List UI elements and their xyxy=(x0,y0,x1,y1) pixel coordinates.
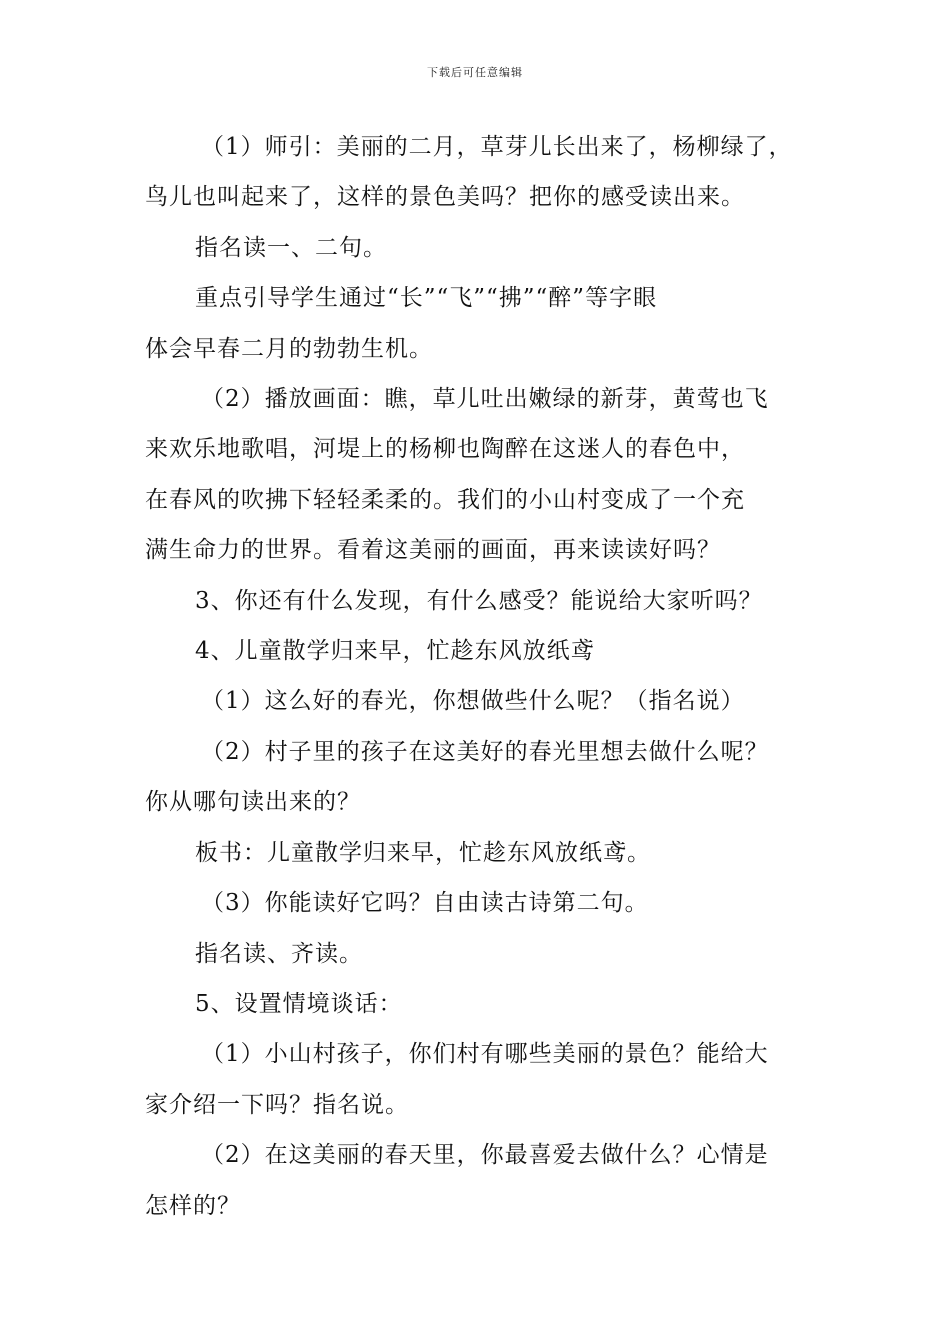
text-line-14: 你从哪句读出来的？ xyxy=(145,789,361,816)
text-line-15: 板书：儿童散学归来早，忙趁东风放纸鸢。 xyxy=(195,839,651,866)
text-line-21: （2）在这美丽的春天里，你最喜爱去做什么？心情是 xyxy=(201,1142,769,1169)
text-line-16: （3）你能读好它吗？自由读古诗第二句。 xyxy=(201,890,649,917)
text-line-12: （1）这么好的春光，你想做些什么呢？（指名说） xyxy=(201,688,745,715)
text-line-20: 家介绍一下吗？指名说。 xyxy=(145,1091,409,1118)
text-line-18: 5、设置情境谈话： xyxy=(195,990,403,1017)
text-line-5: 体会早春二月的勃勃生机。 xyxy=(145,335,433,362)
page-header: 下载后可任意编辑 xyxy=(427,66,523,79)
text-line-6: （2）播放画面：瞧，草儿吐出嫩绿的新芽，黄莺也飞 xyxy=(201,386,769,413)
document-body xyxy=(145,122,825,1231)
text-line-11: 4、儿童散学归来早，忙趁东风放纸鸢 xyxy=(195,638,595,665)
text-line-4: 重点引导学生通过“长”“飞”“拂”“醉”等字眼 xyxy=(195,285,658,312)
text-line-22: 怎样的？ xyxy=(145,1192,241,1219)
text-line-9: 满生命力的世界。看着这美丽的画面，再来读读好吗？ xyxy=(145,537,721,564)
text-line-1: （1）师引：美丽的二月，草芽儿长出来了，杨柳绿了， xyxy=(201,134,793,160)
text-line-13: （2）村子里的孩子在这美好的春光里想去做什么呢？ xyxy=(201,738,769,765)
text-line-3: 指名读一、二句。 xyxy=(195,234,387,261)
text-line-10: 3、你还有什么发现，有什么感受？能说给大家听吗？ xyxy=(195,587,763,614)
text-line-7: 来欢乐地歌唱，河堤上的杨柳也陶醉在这迷人的春色中， xyxy=(145,436,745,463)
text-line-2: 鸟儿也叫起来了，这样的景色美吗？把你的感受读出来。 xyxy=(145,184,745,211)
text-line-17: 指名读、齐读。 xyxy=(195,940,363,967)
text-line-19: （1）小山村孩子，你们村有哪些美丽的景色？能给大 xyxy=(201,1041,769,1068)
text-line-8: 在春风的吹拂下轻轻柔柔的。我们的小山村变成了一个充 xyxy=(145,486,745,513)
